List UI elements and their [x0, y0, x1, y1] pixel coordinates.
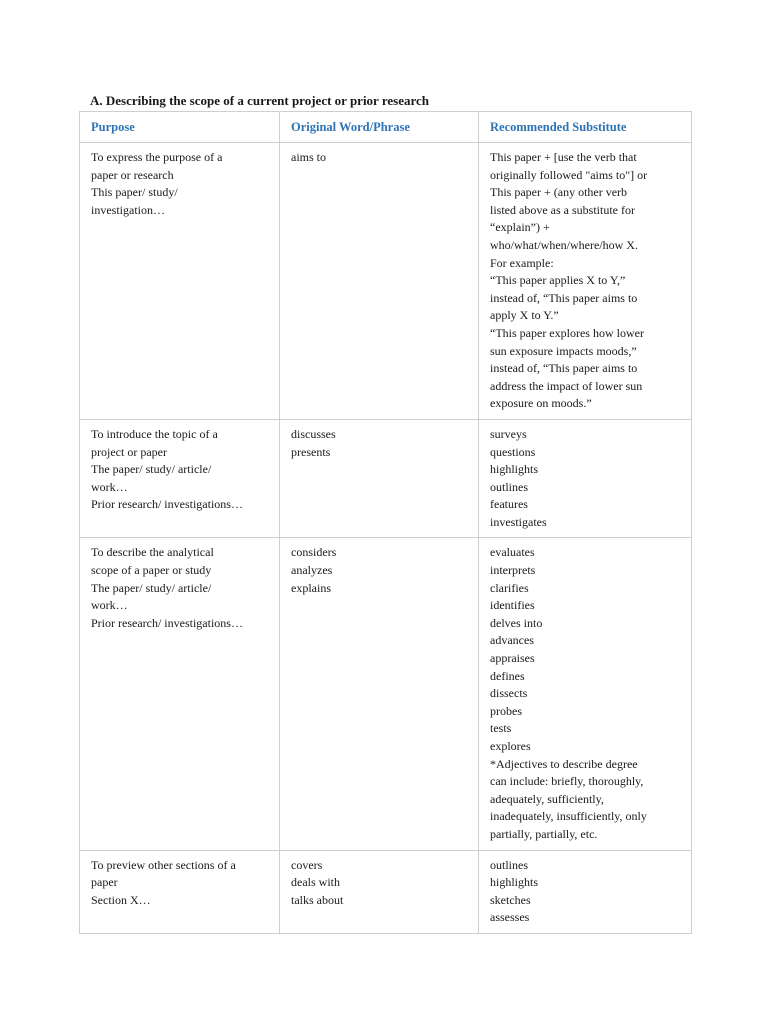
cell-text-line: covers [291, 857, 323, 872]
cell-text-line: exposure on moods.” [490, 396, 592, 411]
cell-text-line: work… [91, 479, 128, 494]
cell-text-line: This paper/ study/ [91, 185, 178, 200]
cell-text-line: scope of a paper or study [91, 563, 212, 578]
cell-text-line: “This paper applies X to Y,” [490, 273, 626, 288]
cell-purpose [80, 143, 280, 420]
cell-text-line: paper [91, 875, 118, 890]
table-row [80, 538, 692, 850]
cell-text-line: explores [490, 739, 531, 753]
cell-text-line: The paper/ study/ article/ [91, 580, 212, 595]
cell-text-line: dissects [490, 686, 528, 701]
cell-text-line: probes [490, 703, 522, 718]
cell-text-line: instead of, “This paper aims to [490, 361, 638, 376]
cell-text-line: outlines [490, 479, 528, 494]
cell-text-line: investigates [490, 514, 547, 529]
cell-text-line: aims to [291, 150, 326, 164]
column-header-purpose: Purpose [80, 112, 280, 143]
table-row [80, 419, 692, 538]
cell-text-line: project or paper [91, 444, 167, 459]
cell-text-line: address the impact of lower sun [490, 378, 643, 393]
cell-text-line: This paper + [use the verb that [490, 150, 637, 164]
cell-purpose [80, 850, 280, 933]
cell-substitute [479, 419, 692, 538]
column-header-original: Original Word/Phrase [280, 112, 479, 143]
cell-substitute [479, 143, 692, 420]
cell-text-line: work… [91, 598, 128, 613]
table-row [80, 143, 692, 420]
cell-text-line: listed above as a substitute for [490, 202, 635, 217]
cell-text-line: Section X… [91, 892, 151, 907]
cell-text-line: paper or research [91, 167, 174, 182]
cell-text-line: talks about [291, 892, 344, 907]
cell-text-line: The paper/ study/ article/ [91, 462, 212, 477]
cell-substitute [479, 850, 692, 933]
cell-text-line: evaluates [490, 545, 535, 560]
cell-text-line: identifies [490, 598, 535, 613]
cell-text-line: To describe the analytical [91, 545, 214, 560]
cell-text-line: apply X to Y.” [490, 308, 559, 323]
table-header-row [80, 112, 692, 143]
cell-text-line: To express the purpose of a [91, 150, 223, 164]
cell-text-line: clarifies [490, 580, 529, 595]
cell-text-line: inadequately, insufficiently, only [490, 809, 647, 824]
cell-text-line: originally followed "aims to"] or [490, 167, 648, 182]
cell-text-line: analyzes [291, 563, 333, 578]
cell-text-line: To introduce the topic of a [91, 426, 218, 441]
cell-purpose [80, 419, 280, 538]
cell-text-line: For example: [490, 255, 554, 270]
cell-text-line: defines [490, 668, 525, 683]
cell-text-line: adequately, sufficiently, [490, 791, 604, 806]
cell-text-line: sun exposure impacts moods,” [490, 343, 637, 358]
cell-text-line: tests [490, 721, 512, 736]
cell-text-line: can include: briefly, thoroughly, [490, 774, 644, 789]
cell-text-line: Prior research/ investigations… [91, 615, 243, 630]
cell-text-line: *Adjectives to describe degree [490, 756, 638, 771]
section-heading: A. Describing the scope of a current project or prior research [90, 93, 430, 108]
cell-text-line: This paper + (any other verb [490, 185, 628, 200]
substitution-table [79, 111, 692, 934]
cell-text-line: considers [291, 545, 337, 560]
cell-substitute [479, 538, 692, 850]
cell-text-line: advances [490, 633, 534, 648]
cell-text-line: surveys [490, 426, 527, 441]
cell-text-line: outlines [490, 857, 528, 872]
cell-original [280, 419, 479, 538]
cell-text-line: questions [490, 444, 536, 459]
cell-text-line: interprets [490, 563, 536, 578]
cell-text-line: highlights [490, 875, 539, 890]
cell-text-line: instead of, “This paper aims to [490, 290, 638, 305]
cell-text-line: discusses [291, 426, 336, 441]
cell-text-line: “This paper explores how lower [490, 325, 644, 340]
table-row [80, 850, 692, 933]
cell-text-line: appraises [490, 651, 535, 666]
cell-text-line: explains [291, 580, 331, 595]
cell-text-line: investigation… [91, 202, 165, 217]
cell-text-line: partially, partially, etc. [490, 826, 598, 841]
cell-original [280, 538, 479, 850]
cell-text-line: assesses [490, 910, 530, 925]
cell-original [280, 850, 479, 933]
cell-text-line: “explain”) + [490, 220, 550, 235]
column-header-substitute: Recommended Substitute [479, 112, 692, 143]
cell-text-line: deals with [291, 875, 340, 890]
cell-text-line: highlights [490, 462, 539, 477]
cell-text-line: who/what/when/where/how X. [490, 237, 638, 252]
cell-text-line: features [490, 497, 528, 512]
cell-text-line: Prior research/ investigations… [91, 497, 243, 512]
cell-text-line: delves into [490, 615, 543, 630]
cell-purpose [80, 538, 280, 850]
cell-text-line: To preview other sections of a [91, 857, 236, 872]
cell-original [280, 143, 479, 420]
cell-text-line: sketches [490, 892, 531, 907]
cell-text-line: presents [291, 444, 331, 459]
